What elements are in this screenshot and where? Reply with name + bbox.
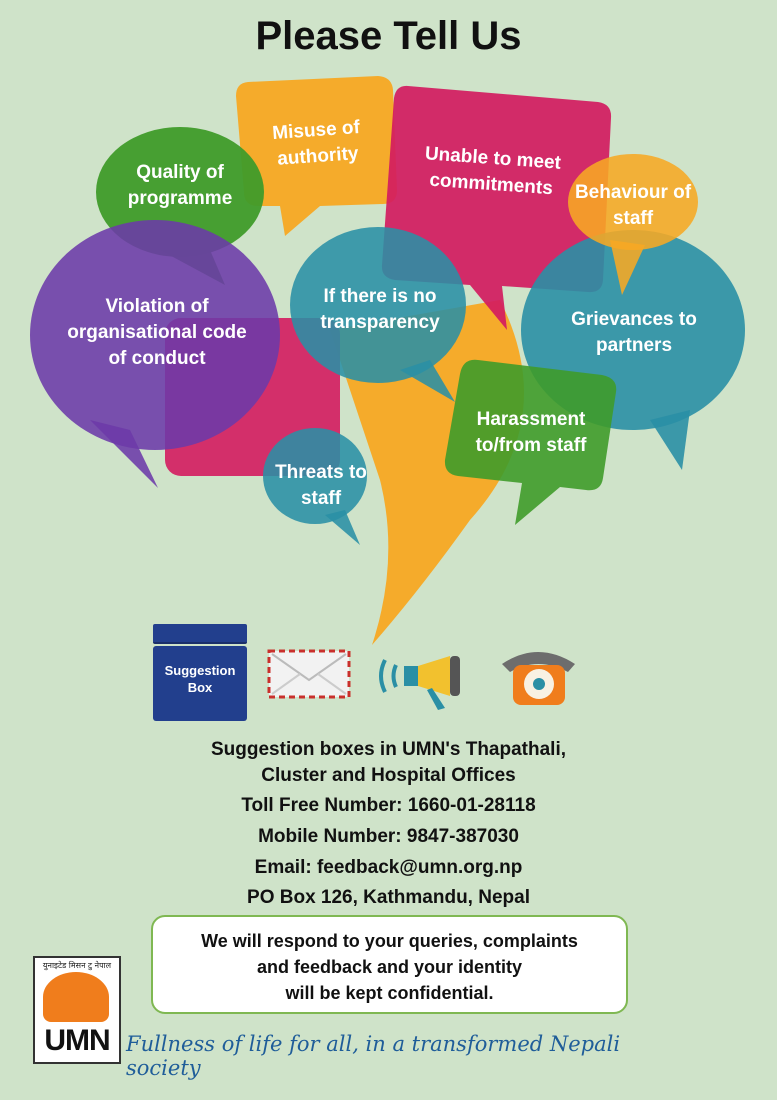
confidentiality-line1: We will respond to your queries, complaints [201,931,578,951]
bubble-violation: Violation of organisational code of conduct [67,296,247,369]
bubble-behaviour: Behaviour of staff [574,182,692,229]
confidentiality-line3: will be kept confidential. [285,983,494,1003]
suggestion-box-lid [153,624,247,644]
bubble-quality: Quality of programme [127,162,233,209]
mobile-number: Mobile Number: 9847-387030 [258,826,519,847]
logo-people-emblem [43,972,109,1022]
envelope-icon [269,651,349,697]
email-address: Email: feedback@umn.org.np [254,857,523,878]
suggestion-box-label: Suggestion Box [164,663,236,695]
po-box: PO Box 126, Kathmandu, Nepal [247,887,530,908]
bubble-transparency: If there is no transparency [320,286,440,333]
megaphone-icon [381,656,460,710]
confidentiality-line2: and feedback and your identity [256,957,523,977]
page-title: Please Tell Us [255,14,522,58]
contact-boxes-line1: Suggestion boxes in UMN's Thapathali, [211,739,566,760]
tagline: Fullness of life for all, in a transformed Nepali society [126,1032,621,1080]
logo-nepali-text: युनाइटेड मिसन टु नेपाल [42,961,112,970]
bubble-harassment: Harassment to/from staff [475,409,587,456]
bubble-grievances: Grievances to partners [571,309,697,356]
confidentiality-text [151,928,628,1006]
bubble-misuse: Misuse of authority [271,117,361,170]
contact-boxes-line2: Cluster and Hospital Offices [261,765,516,786]
bubble-unable: Unable to meet commitments [424,143,562,200]
logo-wordmark: UMN [44,1024,110,1057]
toll-free-number: Toll Free Number: 1660-01-28118 [241,795,536,816]
telephone-icon [502,652,575,705]
bubble-threats: Threats to staff [275,462,367,509]
